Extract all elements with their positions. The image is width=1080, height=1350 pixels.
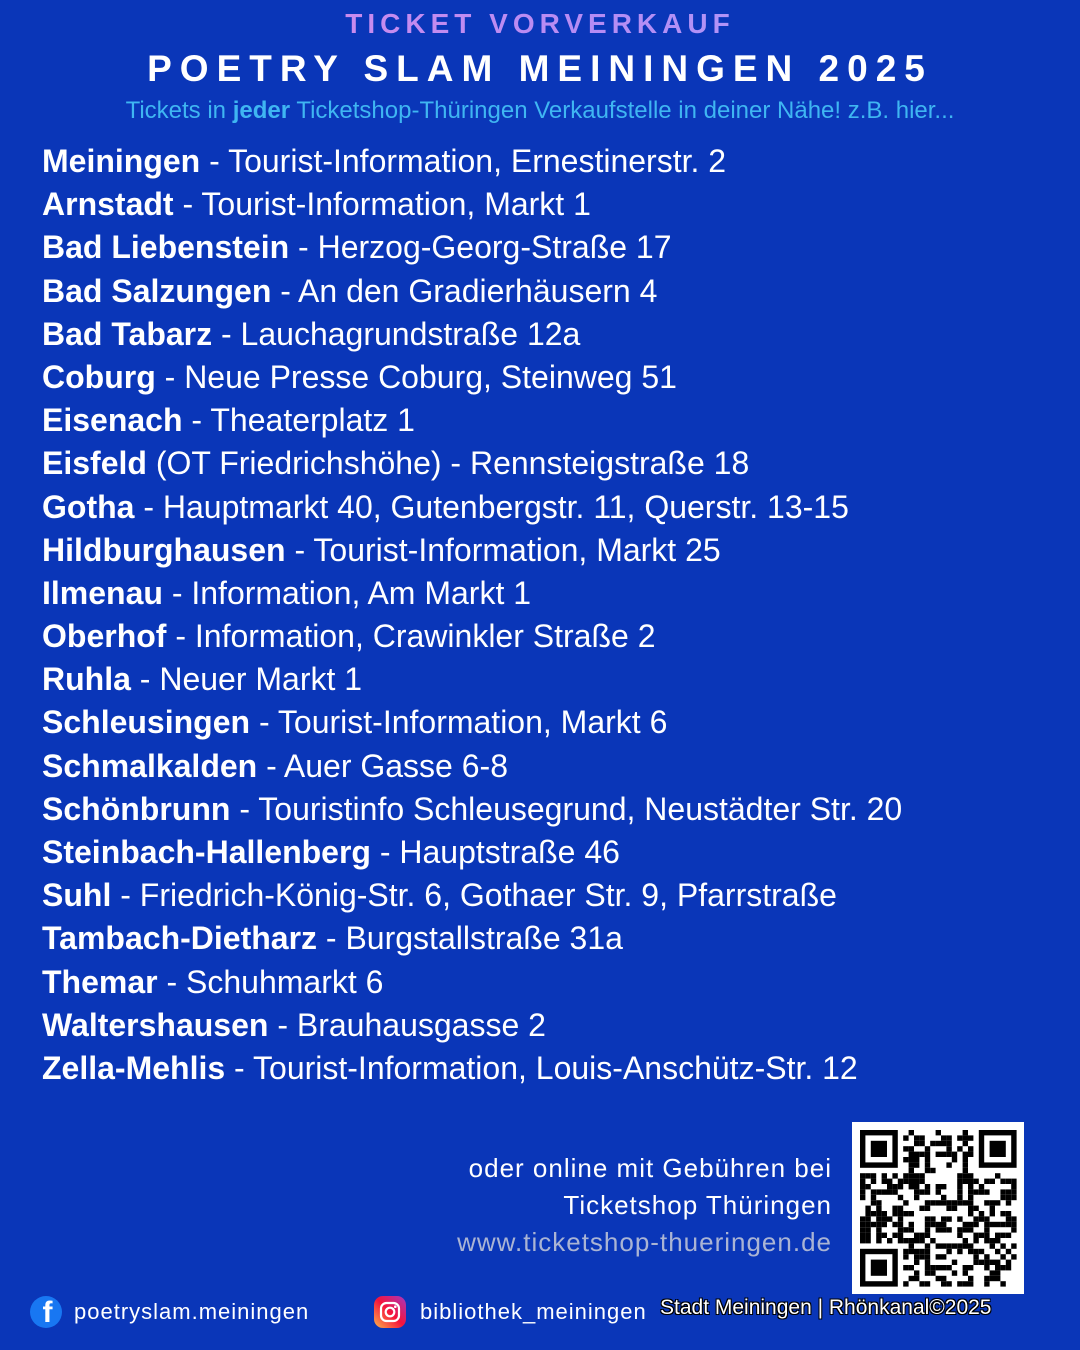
online-info	[457, 1150, 832, 1261]
online-line-1: oder online mit Gebühren bei	[468, 1153, 832, 1183]
subline-post: Ticketshop-Thüringen Verkaufstelle in deiner Nähe! z.B. hier...	[290, 97, 955, 124]
facebook-handle: poetryslam.meiningen	[74, 1299, 310, 1324]
location-item	[42, 356, 902, 399]
location-item	[42, 831, 902, 874]
location-detail: - Tourist-Information, Markt 1	[173, 186, 591, 223]
location-item	[42, 226, 902, 269]
location-detail: - An den Gradierhäusern 4	[271, 272, 658, 309]
location-item	[42, 313, 902, 356]
location-item	[42, 1004, 902, 1047]
location-item	[42, 1047, 902, 1090]
location-detail: - Neue Presse Coburg, Steinweg 51	[155, 358, 677, 395]
location-detail: - Tourist-Information, Louis-Anschütz-Str. 12	[225, 1049, 858, 1086]
location-list	[42, 140, 902, 1090]
location-city: Tambach-Dietharz	[42, 920, 318, 957]
location-detail: - Hauptmarkt 40, Gutenbergstr. 11, Querstr. 13-15	[134, 488, 849, 525]
location-city: Waltershausen	[42, 1006, 269, 1043]
location-item	[42, 874, 902, 917]
instagram-link[interactable]	[374, 1294, 647, 1330]
location-item	[42, 486, 902, 529]
instagram-icon	[374, 1296, 406, 1328]
location-detail: - Tourist-Information, Markt 6	[250, 704, 668, 741]
location-city: Bad Liebenstein	[42, 229, 290, 266]
location-city: Schmalkalden	[42, 747, 258, 784]
location-city: Suhl	[42, 877, 112, 914]
qr-code[interactable]	[852, 1122, 1024, 1294]
location-detail: - Schuhmarkt 6	[157, 963, 384, 1000]
location-detail: - Information, Crawinkler Straße 2	[166, 618, 656, 655]
location-detail: - Auer Gasse 6-8	[257, 747, 508, 784]
location-city: Schleusingen	[42, 704, 251, 741]
location-city: Meiningen	[42, 143, 201, 179]
location-city: Hildburghausen	[42, 531, 286, 568]
location-detail: - Herzog-Georg-Straße 17	[289, 229, 672, 266]
location-city: Arnstadt	[42, 186, 174, 223]
credit-text: Stadt Meiningen | Rhönkanal©2025	[660, 1296, 992, 1319]
location-detail: - Lauchagrundstraße 12a	[212, 315, 581, 352]
location-city: Ilmenau	[42, 574, 163, 611]
location-item	[42, 658, 902, 701]
facebook-link[interactable]	[30, 1294, 309, 1330]
location-city: Themar	[42, 963, 158, 1000]
ticketshop-link[interactable]: www.ticketshop-thueringen.de	[457, 1227, 832, 1257]
location-city: Eisfeld	[42, 445, 147, 482]
location-city: Coburg	[42, 358, 156, 395]
subline-pre: Tickets in	[125, 97, 233, 124]
facebook-icon: f	[30, 1296, 62, 1328]
location-city: Schönbrunn	[42, 790, 231, 827]
instagram-handle: bibliothek_meiningen	[420, 1299, 647, 1324]
location-item	[42, 183, 902, 226]
location-detail: - Tourist-Information, Markt 25	[285, 531, 721, 568]
location-item	[42, 961, 902, 1004]
location-item	[42, 442, 902, 485]
location-city: Eisenach	[42, 402, 183, 439]
location-city: Zella-Mehlis	[42, 1049, 226, 1086]
location-item	[42, 788, 902, 831]
location-item	[42, 140, 902, 183]
location-item	[42, 917, 902, 960]
location-detail: - Neuer Markt 1	[130, 661, 363, 698]
location-item	[42, 615, 902, 658]
subline	[0, 97, 1080, 125]
location-item	[42, 745, 902, 788]
qr-code-graphic	[852, 1122, 1024, 1294]
location-detail: - Friedrich-König-Str. 6, Gothaer Str. 9, Pfarrstraße	[111, 877, 837, 914]
location-detail: - Hauptstraße 46	[370, 834, 620, 870]
location-item	[42, 270, 902, 313]
kicker-heading: TICKET VORVERKAUF	[0, 8, 1080, 40]
location-item	[42, 399, 902, 442]
location-detail: - Theaterplatz 1	[182, 402, 415, 439]
location-item	[42, 572, 902, 615]
location-detail: - Tourist-Information, Ernestinerstr. 2	[200, 143, 727, 179]
location-detail: - Information, Am Markt 1	[162, 574, 532, 611]
subline-bold: jeder	[232, 97, 291, 124]
location-detail: (OT Friedrichshöhe) - Rennsteigstraße 18	[146, 445, 750, 482]
location-detail: - Burgstallstraße 31a	[317, 920, 623, 957]
location-detail: - Brauhausgasse 2	[268, 1006, 546, 1043]
location-city: Steinbach-Hallenberg	[42, 834, 371, 870]
location-item	[42, 701, 902, 744]
location-city: Bad Salzungen	[42, 272, 272, 309]
location-city: Gotha	[42, 488, 135, 525]
page-title: POETRY SLAM MEININGEN 2025	[147, 48, 933, 89]
location-city: Ruhla	[42, 661, 131, 698]
location-detail: - Touristinfo Schleusegrund, Neustädter Str. 20	[230, 790, 903, 827]
location-city: Oberhof	[42, 618, 167, 655]
online-line-2: Ticketshop Thüringen	[563, 1190, 832, 1220]
location-city: Bad Tabarz	[42, 315, 213, 352]
location-item	[42, 529, 902, 572]
